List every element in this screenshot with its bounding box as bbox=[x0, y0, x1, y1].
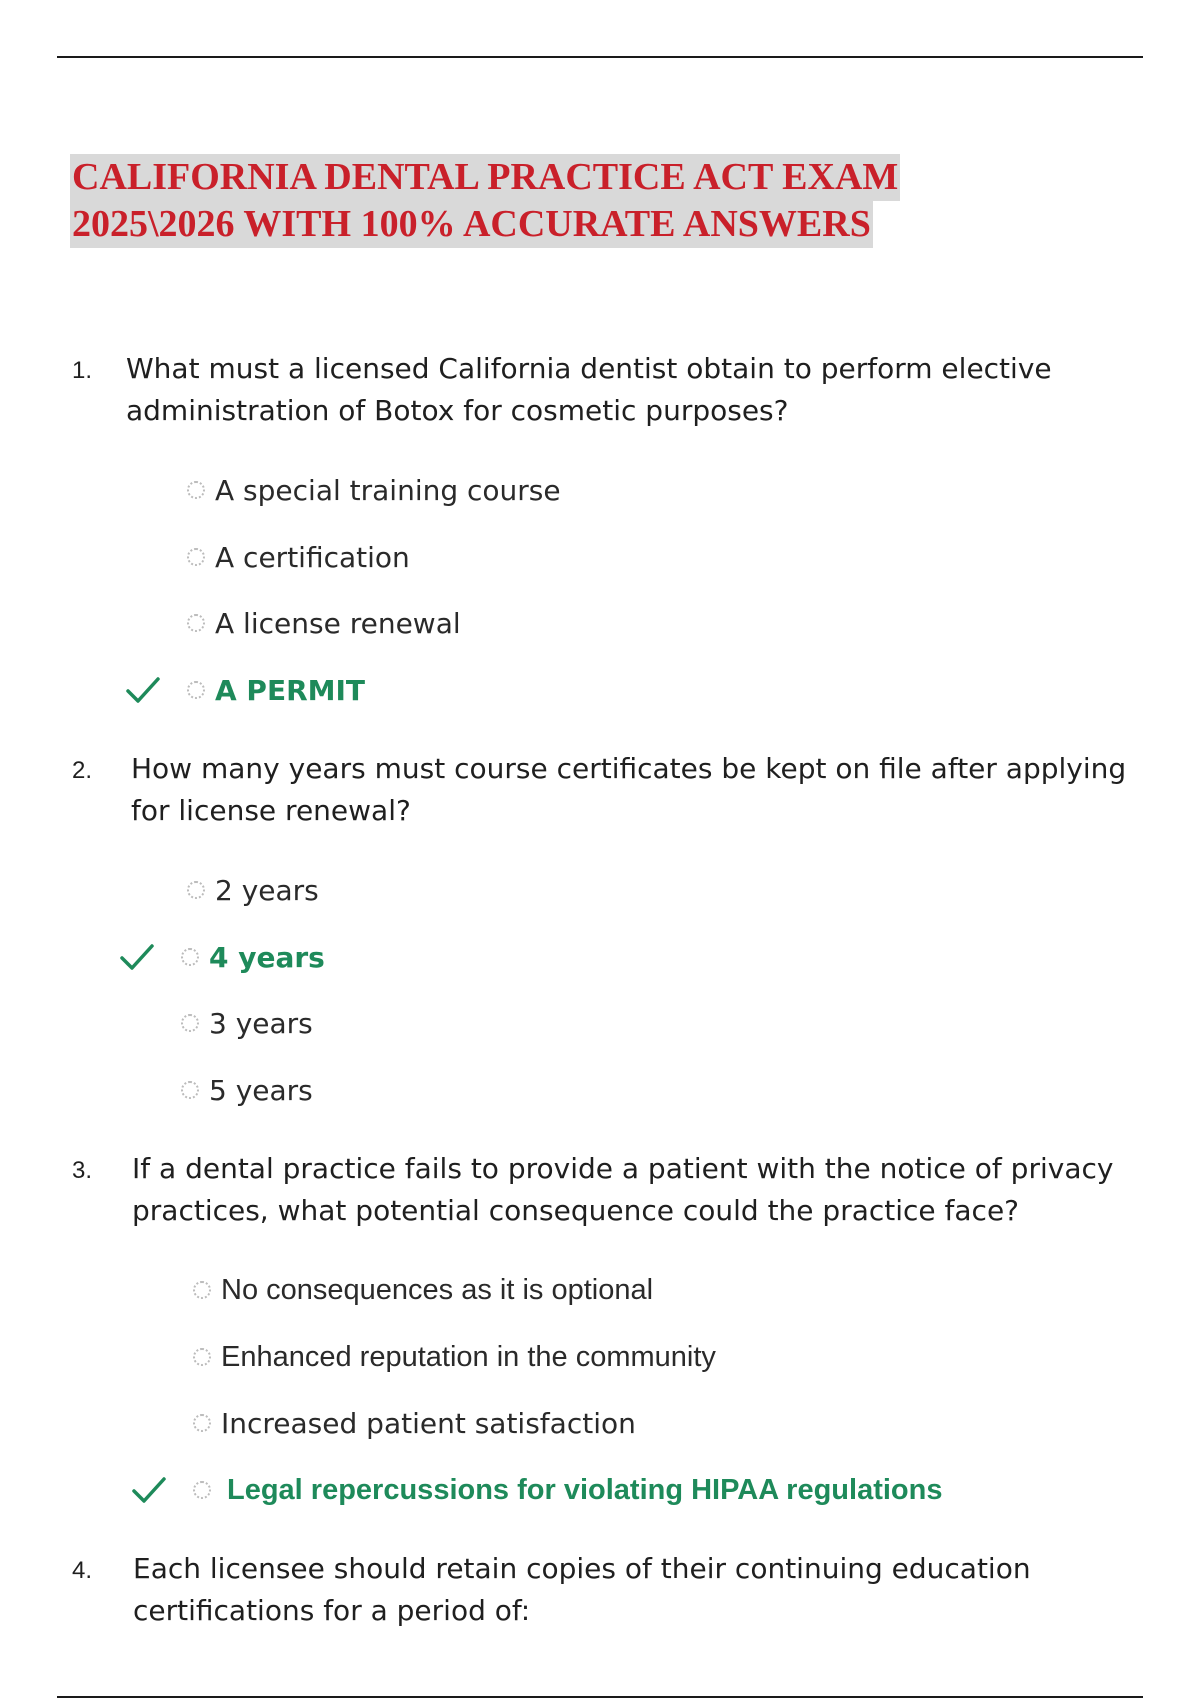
question-number: 1. bbox=[72, 357, 93, 384]
answer-option[interactable] bbox=[193, 1403, 636, 1443]
question-text-line: certifications for a period of: bbox=[133, 1594, 531, 1627]
answer-option-label: 4 years bbox=[209, 940, 325, 974]
answer-option-label: A PERMIT bbox=[215, 673, 366, 707]
answer-option-label: A special training course bbox=[215, 473, 561, 507]
radio-circle-icon[interactable] bbox=[187, 881, 205, 899]
title-line-1: CALIFORNIA DENTAL PRACTICE ACT EXAM bbox=[70, 154, 900, 201]
question-text-line: for license renewal? bbox=[131, 794, 411, 827]
question-text bbox=[132, 1148, 1132, 1232]
radio-circle-icon[interactable] bbox=[187, 548, 205, 566]
answer-option[interactable] bbox=[193, 1337, 716, 1377]
answer-option-label: No consequences as it is optional bbox=[221, 1273, 654, 1306]
answer-option-label: 5 years bbox=[209, 1073, 313, 1107]
question-text bbox=[133, 1548, 1133, 1632]
radio-circle-icon[interactable] bbox=[193, 1414, 211, 1432]
checkmark-icon bbox=[119, 942, 155, 972]
radio-circle-icon[interactable] bbox=[181, 1014, 199, 1032]
answer-option-label: A license renewal bbox=[215, 606, 461, 640]
answer-option-label: Legal repercussions for violating HIPAA regulations bbox=[227, 1473, 943, 1506]
question-number: 4. bbox=[72, 1557, 93, 1584]
answer-option-correct[interactable] bbox=[193, 1470, 942, 1510]
question-text-line: administration of Botox for cosmetic purposes? bbox=[126, 394, 789, 427]
radio-circle-icon[interactable] bbox=[187, 681, 205, 699]
answer-option[interactable] bbox=[181, 1070, 313, 1110]
bottom-rule bbox=[57, 1696, 1143, 1698]
answer-option[interactable] bbox=[187, 870, 319, 910]
question-text bbox=[131, 748, 1131, 832]
answer-option[interactable] bbox=[193, 1270, 653, 1310]
answer-option-label: Increased patient satisfaction bbox=[221, 1406, 636, 1440]
answer-option[interactable] bbox=[187, 603, 461, 643]
radio-circle-icon[interactable] bbox=[181, 948, 199, 966]
radio-circle-icon[interactable] bbox=[187, 481, 205, 499]
radio-circle-icon[interactable] bbox=[193, 1281, 211, 1299]
question-text-line: practices, what potential consequence could the practice face? bbox=[132, 1194, 1020, 1227]
top-rule bbox=[57, 56, 1143, 58]
question-number: 3. bbox=[72, 1157, 93, 1184]
question-text-line: If a dental practice fails to provide a patient with the notice of privacy bbox=[132, 1152, 1114, 1185]
answer-option[interactable] bbox=[181, 1003, 313, 1043]
answer-option-label: Enhanced reputation in the community bbox=[221, 1340, 716, 1373]
answer-option-correct[interactable] bbox=[181, 937, 325, 977]
document-title bbox=[70, 154, 900, 248]
question-number: 2. bbox=[72, 757, 93, 784]
checkmark-icon bbox=[131, 1475, 167, 1505]
radio-circle-icon[interactable] bbox=[181, 1081, 199, 1099]
question-text bbox=[126, 348, 1126, 432]
answer-option-label: A certification bbox=[215, 540, 410, 574]
answer-option[interactable] bbox=[187, 470, 561, 510]
answer-option-label: 3 years bbox=[209, 1006, 313, 1040]
checkmark-icon bbox=[125, 675, 161, 705]
question-text-line: What must a licensed California dentist obtain to perform elective bbox=[126, 352, 1052, 385]
question-text-line: Each licensee should retain copies of their continuing education bbox=[133, 1552, 1031, 1585]
radio-circle-icon[interactable] bbox=[187, 614, 205, 632]
answer-option[interactable] bbox=[187, 537, 410, 577]
question-text-line: How many years must course certificates be kept on file after applying bbox=[131, 752, 1127, 785]
answer-option-correct[interactable] bbox=[187, 670, 365, 710]
radio-circle-icon[interactable] bbox=[193, 1348, 211, 1366]
title-line-2: 2025\2026 WITH 100% ACCURATE ANSWERS bbox=[70, 201, 873, 248]
answer-option-label: 2 years bbox=[215, 873, 319, 907]
radio-circle-icon[interactable] bbox=[193, 1481, 211, 1499]
